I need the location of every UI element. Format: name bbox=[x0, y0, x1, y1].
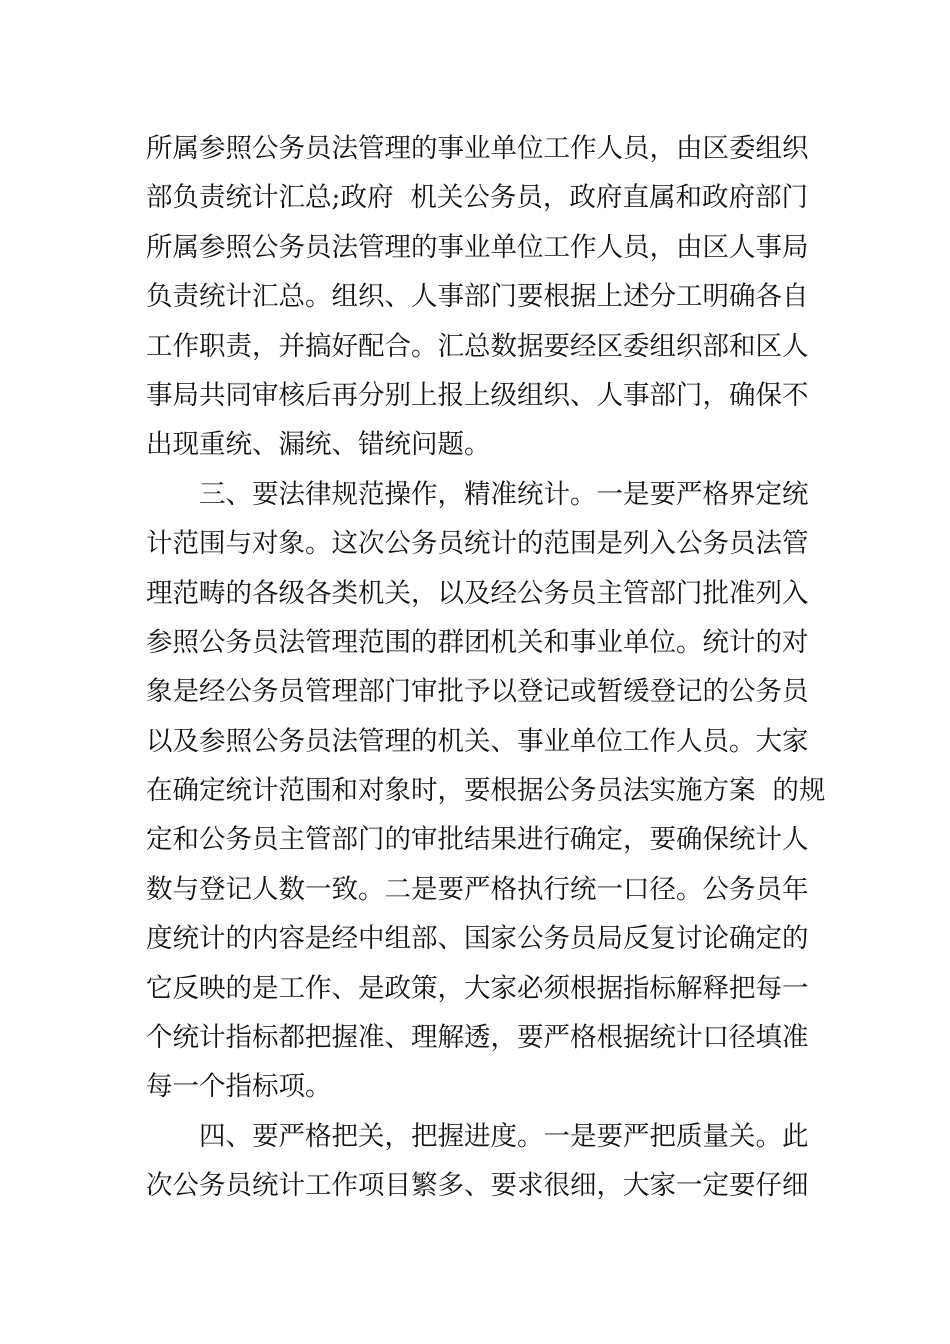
text-line: 它反映的是工作、是政策，大家必须根据指标解释把每一 bbox=[146, 972, 809, 1004]
text-line: 次公务员统计工作项目繁多、要求很细，大家一定要仔细 bbox=[146, 1170, 809, 1202]
text-line: 部负责统计汇总;政府 机关公务员，政府直属和政府部门 bbox=[146, 182, 808, 214]
text-line: 工作职责，并搞好配合。汇总数据要经区委组织部和区人 bbox=[146, 330, 809, 362]
text-line: 定和公务员主管部门的审批结果进行确定，要确保统计人 bbox=[146, 824, 809, 856]
text-line-paragraph-end: 每一个指标项。 bbox=[146, 1071, 332, 1103]
text-line: 计范围与对象。这次公务员统计的范围是列入公务员法管 bbox=[146, 528, 809, 560]
text-line: 所属参照公务员法管理的事业单位工作人员，由区委组织 bbox=[146, 133, 809, 164]
text-line: 度统计的内容是经中组部、国家公务员局反复讨论确定的 bbox=[146, 923, 809, 955]
document-body bbox=[146, 124, 826, 1211]
text-line: 所属参照公务员法管理的事业单位工作人员，由区人事局 bbox=[146, 231, 809, 263]
text-line: 在确定统计范围和对象时，要根据公务员法实施方案 的规 bbox=[146, 775, 826, 807]
text-line: 个统计指标都把握准、理解透，要严格根据统计口径填准 bbox=[146, 1022, 809, 1054]
text-line-paragraph-start: 三、要法律规范操作，精准统计。一是要严格界定统 bbox=[199, 478, 809, 510]
text-line: 象是经公务员管理部门审批予以登记或暂缓登记的公务员 bbox=[146, 676, 809, 708]
text-line: 参照公务员法管理范围的群团机关和事业单位。统计的对 bbox=[146, 626, 809, 658]
text-line: 理范畴的各级各类机关，以及经公务员主管部门批准列入 bbox=[146, 577, 809, 609]
text-line: 事局共同审核后再分别上报上级组织、人事部门，确保不 bbox=[146, 379, 809, 411]
text-line-paragraph-start: 四、要严格把关，把握进度。一是要严把质量关。此 bbox=[199, 1120, 809, 1152]
text-line-paragraph-end: 出现重统、漏统、错统问题。 bbox=[146, 429, 491, 461]
text-line: 以及参照公务员法管理的机关、事业单位工作人员。大家 bbox=[146, 725, 809, 757]
text-line: 数与登记人数一致。二是要严格执行统一口径。公务员年 bbox=[146, 873, 809, 905]
text-line: 负责统计汇总。组织、人事部门要根据上述分工明确各自 bbox=[146, 281, 809, 313]
